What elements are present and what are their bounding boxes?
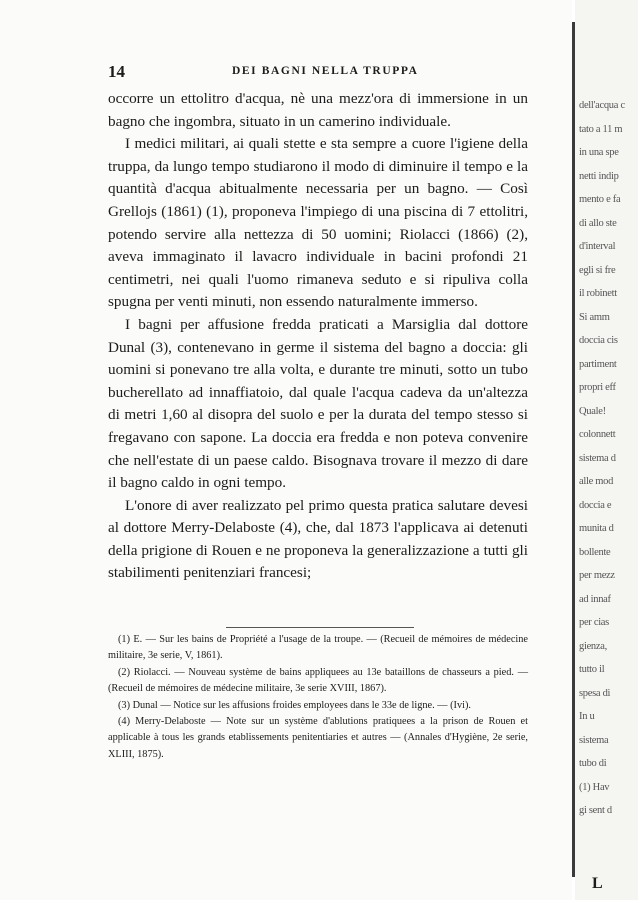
opposite-page-fragment: alle mod [579,476,614,487]
opposite-page-edge [575,0,638,900]
footnote-divider [226,627,414,628]
opposite-page-fragment: Si amm [579,311,610,323]
page-header [108,62,528,82]
opposite-page-fragment: tutto il [579,664,605,675]
opposite-page-fragment: ad innaf [579,593,611,605]
opposite-page-fragment: d'interval [579,241,616,252]
body-text [108,88,528,585]
opposite-page-fragment: per mezz [579,570,615,581]
footnote: (4) Merry-Delaboste — Note sur un système d'ablutions pratiquees a la prison de Rouen et applicable à tous les grands etablissements penitentiaries et autres — (Annales d'Hygiène, 2e serie, XLIII, 1875). [108,716,528,760]
running-title: DEI BAGNI NELLA TRUPPA [232,65,419,77]
opposite-page-fragment: munita d [579,523,614,534]
opposite-page-fragment: tato a 11 m [579,123,623,135]
paragraph: I medici militari, ai quali stette e sta sempre a cuore l'igiene della truppa, da lungo tempo studiarono il modo di diminuire il tempo e la quantità d'acqua abitualmente necessaria per un bagno. — Così Grellojs (1861) (1), proponeva l'impiego di una piscina di 7 ettolitri, potendo servire alla nettezza di 50 uomini; Riolacci (1866) (2), aveva immaginato il lavacro individuale in bacini profondi 21 centimetri, nei quali l'uomo rimaneva seduto e si ripuliva colla spugna per venti minuti, non essendo naturalmente immerso. [108,135,528,311]
paragraph: I bagni per affusione fredda praticati a Marsiglia dal dottore Dunal (3), contenevano in germe il sistema del bagno a doccia: gli uomini si ponevano tre alla volta, e durante tre minuti, sotto un tubo bucherellato ad innaffiatoio, dal quale l'acqua cadeva da un'altezza di metri 1,60 al disopra del suolo e per la durata del tempo stesso si fregavano con sapone. La doccia era fredda e non poteva convenire che nell'estate di un paese caldo. Bisognava trovare il mezzo di dare il bagno caldo in ogni tempo. [108,315,528,492]
opposite-page-fragment: sistema d [579,452,616,464]
opposite-page-fragment: di allo ste [579,217,617,229]
opposite-page-fragment: netti indip [579,170,619,182]
opposite-page-fragment: in una spe [579,147,619,158]
footnote: (1) E. — Sur les bains de Propriété a l'usage de la troupe. — (Recueil de mémoires de médecine militaire, 3e serie, V, 1861). [108,634,528,662]
page-number: 14 [108,62,125,81]
opposite-page-fragment: gi sent d [579,805,612,816]
opposite-page-fragment: spesa di [579,687,611,699]
opposite-page-fragment: tubo di [579,758,607,769]
footnotes [108,632,528,763]
opposite-page-fragment: (1) Hav [579,781,610,793]
opposite-page-fragment: mento e fa [579,194,621,205]
opposite-page-fragment: In u [579,711,595,722]
paragraph: L'onore di aver realizzato pel primo questa pratica salutare devesi al dottore Merry-Delaboste (4), che, dal 1873 l'applicava ai detenuti della prigione di Rouen e ne proponeva la generalizzazione a tutti gli stabilimenti penitenziari francesi; [108,496,528,582]
footnote: (3) Dunal — Notice sur les affusions froides employees dans le 33e de ligne. — (Ivi). [118,699,471,711]
opposite-page-fragment: egli si fre [579,264,616,276]
opposite-page-fragment: Quale! [579,405,606,417]
paragraph: occorre un ettolitro d'acqua, nè una mezz'ora di immersione in un bagno che ingombra, situato in un camerino individuale. [108,90,528,130]
opposite-page-fragment: propri eff [579,382,616,393]
opposite-page-fragment: partiment [579,358,617,370]
opposite-page-fragment: doccia e [579,499,612,511]
opposite-page-fragment: bollente [579,546,611,558]
opposite-page-fragment: dell'acqua c [579,100,625,111]
opposite-page-fragment: sistema [579,734,609,746]
opposite-page-fragment: doccia cis [579,335,618,346]
opposite-page-fragment: gienza, [579,640,607,652]
footnote: (2) Riolacci. — Nouveau système de bains appliquees au 13e bataillons de chasseurs a pied. — (Recueil de mémoires de médecine militaire, 3e serie XVIII, 1867). [108,666,528,695]
signature-mark: L [592,875,603,892]
opposite-page-fragment: per cias [579,617,609,628]
opposite-page-fragment: il robinett [579,288,617,299]
opposite-page-fragment: colonnett [579,429,616,440]
